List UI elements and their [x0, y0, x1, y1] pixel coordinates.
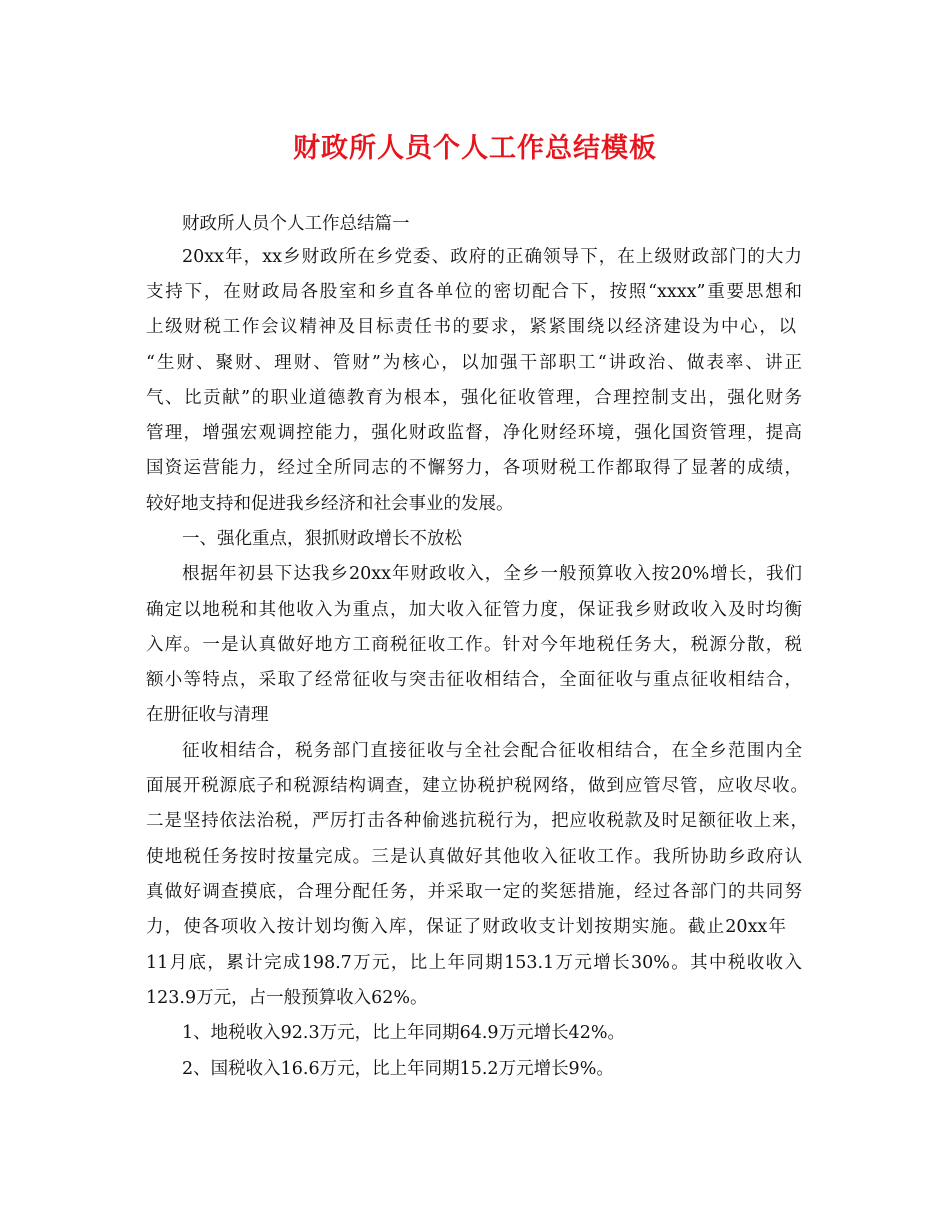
paragraph-line: 管理，增强宏观调控能力，强化财政监督，净化财经环境，强化国资管理，提高 [146, 423, 802, 443]
section-heading: 一、强化重点，狠抓财政增长不放松 [182, 529, 462, 549]
paragraph-line: 入库。一是认真做好地方工商税征收工作。针对今年地税任务大，税源分散，税 [146, 635, 802, 655]
paragraph-line: 支持下，在财政局各股室和乡直各单位的密切配合下，按照“xxxx”重要思想和 [146, 282, 802, 302]
paragraph-line: 气、比贡献”的职业道德教育为根本，强化征收管理，合理控制支出，强化财务 [146, 388, 802, 408]
list-item: 2、国税收入16.6万元，比上年同期15.2万元增长9%。 [182, 1059, 614, 1079]
list-item: 1、地税收入92.3万元，比上年同期64.9万元增长42%。 [182, 1023, 625, 1043]
paragraph-line: 20xx年，xx乡财政所在乡党委、政府的正确领导下，在上级财政部门的大力 [182, 247, 802, 267]
paragraph-line: 二是坚持依法治税，严厉打击各种偷逃抗税行为，把应收税款及时足额征收上来， [146, 811, 808, 831]
paragraph-line: 123.9万元，占一般预算收入62%。 [146, 988, 428, 1008]
paragraph-line: 征收相结合，税务部门直接征收与全社会配合征收相结合，在全乡范围内全 [182, 741, 802, 761]
paragraph-line: 根据年初县下达我乡20xx年财政收入，全乡一般预算收入按20%增长，我们 [182, 564, 802, 584]
paragraph-line: 真做好调查摸底，合理分配任务，并采取一定的奖惩措施，经过各部门的共同努 [146, 882, 802, 902]
paragraph-line: 较好地支持和促进我乡经济和社会事业的发展。 [146, 494, 514, 514]
paragraph-line: “生财、聚财、理财、管财”为核心，以加强干部职工“讲政治、做表率、讲正 [146, 353, 802, 373]
paragraph-line: 力，使各项收入按计划均衡入库，保证了财政收支计划按期实施。截止20xx年 [146, 917, 786, 937]
paragraph-line: 面展开税源底子和税源结构调查，建立协税护税网络，做到应管尽管，应收尽收。 [146, 776, 808, 796]
paragraph-line: 上级财税工作会议精神及目标责任书的要求，紧紧围绕以经济建设为中心，以 [146, 317, 796, 337]
paragraph-line: 11月底，累计完成198.7万元，比上年同期153.1万元增长30%。其中税收收入 [146, 953, 802, 973]
paragraph-line: 确定以地税和其他收入为重点，加大收入征管力度，保证我乡财政收入及时均衡 [146, 600, 802, 620]
paragraph-line: 额小等特点，采取了经常征收与突击征收相结合，全面征收与重点征收相结合， [146, 670, 802, 690]
section-heading: 财政所人员个人工作总结篇一 [182, 214, 410, 234]
paragraph-line: 使地税任务按时按量完成。三是认真做好其他收入征收工作。我所协助乡政府认 [146, 847, 802, 867]
document-title: 财政所人员个人工作总结模板 [293, 133, 657, 164]
paragraph-line: 在册征收与清理 [146, 705, 269, 725]
paragraph-line: 国资运营能力，经过全所同志的不懈努力，各项财税工作都取得了显著的成绩， [146, 458, 802, 478]
